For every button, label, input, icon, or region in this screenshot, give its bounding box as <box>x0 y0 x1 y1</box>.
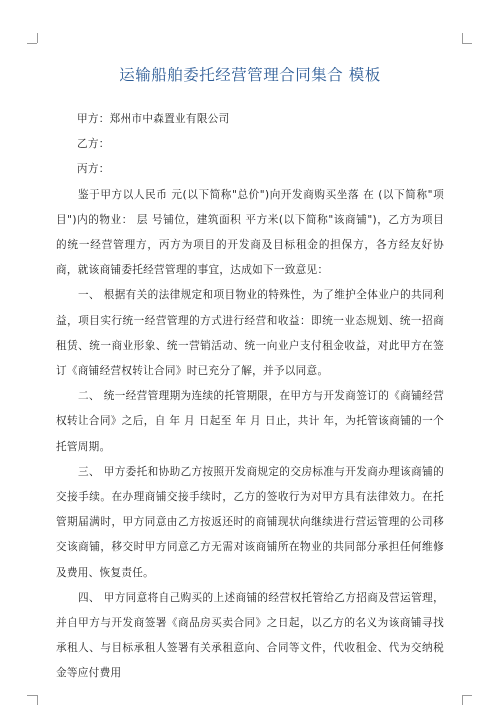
clause-2: 二、 统一经营管理期为连续的托管期限，在甲方与开发商签订的《商铺经营权转让合同》之后，自 年 月 日起至 年 月 日止，共计 年，为托管该商铺的一个托管周期。 <box>56 390 444 453</box>
crop-mark-top-right-h <box>462 43 472 44</box>
crop-mark-bottom-left-h <box>27 695 37 696</box>
party-a: 甲方：郑州市中森置业有限公司 <box>77 113 230 125</box>
document-body <box>56 107 444 687</box>
clause-4: 四、 甲方同意将自己购买的上述商铺的经营权托管给乙方招商及营运管理，并自甲方与开发商签署《商品房买卖合同》之日起，以乙方的名义为该商铺寻找承租人、与目标承租人签署有关承租意向、合同等文件，代收租金、代为交纳税金等应付费用 <box>56 591 444 680</box>
crop-mark-top-left-h <box>27 43 37 44</box>
crop-mark-bottom-right-h <box>462 695 472 696</box>
crop-mark-top-right-v <box>462 33 463 43</box>
clause-3: 三、 甲方委托和协助乙方按照开发商规定的交房标准与开发商办理该商铺的交接手续。在办理商铺交接手续时，乙方的签收行为对甲方具有法律效力。在托管期届满时，甲方同意由乙方按返还时的商铺现状向继续进行营运管理的公司移交该商铺，移交时甲方同意乙方无需对该商铺所在物业的共同部分承担任何维修及费用、恢复责任。 <box>56 465 444 579</box>
party-c: 丙方： <box>77 163 110 176</box>
crop-mark-bottom-right-v <box>462 695 463 705</box>
party-b: 乙方： <box>77 138 110 151</box>
document-title: 运输船舶委托经营管理合同集合 模板 <box>119 66 381 84</box>
preamble-paragraph: 鉴于甲方以人民币 元(以下简称"总价")向开发商购买坐落 在 (以下简称"项目")内的物业： 层 号铺位，建筑面积 平方米(以下简称"该商铺")，乙方为项目的统一经营管理方，丙方为项目的开发商及目标租金的担保方，各方经友好协商，就该商铺委托经营管理的事宜，达成如下一致意见： <box>56 188 444 277</box>
crop-mark-top-left-v <box>37 33 38 43</box>
clause-1: 一、 根据有关的法律规定和项目物业的特殊性，为了维护全体业户的共同利益，项目实行统一经营管理的方式进行经营和收益：即统一业态规划、统一招商租赁、统一商业形象、统一营销活动、统一向业户支付租金收益，对此甲方在签订《商铺经营权转让合同》时已充分了解，并予以同意。 <box>56 289 444 378</box>
crop-mark-bottom-left-v <box>37 695 38 705</box>
